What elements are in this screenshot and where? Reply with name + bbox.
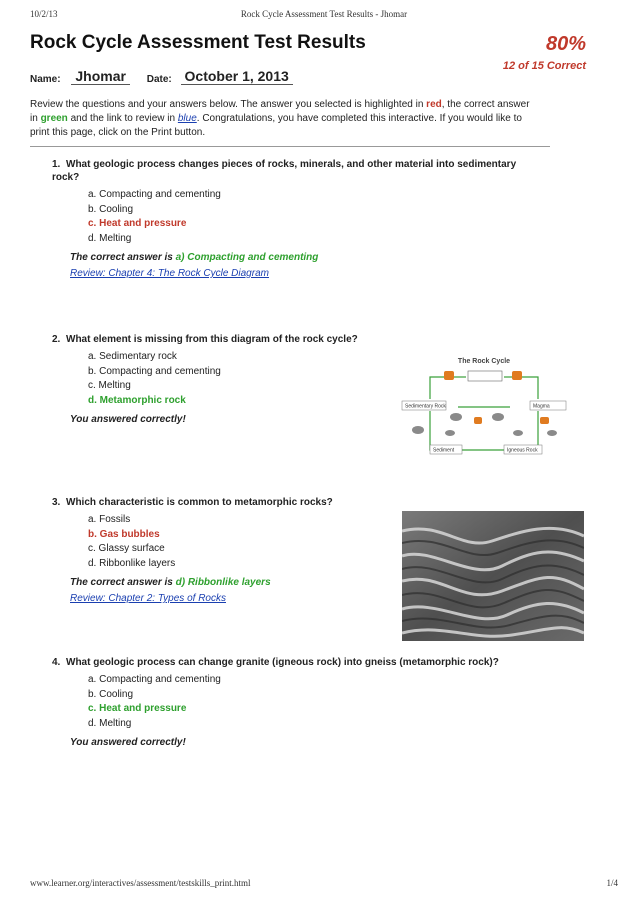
question-4	[52, 656, 532, 748]
option-b: b. Cooling	[88, 688, 134, 700]
print-title: Rock Cycle Assessment Test Results - Jhomar	[240, 9, 408, 19]
question-1	[52, 158, 532, 279]
intro-part: Review the questions and your answers below. The answer you selected is highlighted in	[30, 99, 427, 110]
intro-green-word: green	[40, 113, 68, 124]
option-a: a. Compacting and cementing	[88, 189, 221, 200]
gneiss-rock-photo	[402, 511, 584, 641]
option-d: d. Melting	[88, 232, 132, 244]
feedback-prefix: The correct answer is	[70, 577, 176, 588]
intro-text	[30, 98, 530, 140]
option-c: c. Melting	[88, 380, 131, 391]
answer-options	[88, 673, 532, 731]
option-b: b. Cooling	[88, 203, 134, 215]
diagram-label-igneous: Igneous Rock	[507, 447, 538, 454]
intro-red-word: red	[426, 99, 442, 110]
feedback	[70, 252, 532, 263]
option-a: a. Fossils	[88, 514, 131, 525]
question-text	[52, 333, 532, 346]
question-number: 1.	[52, 159, 61, 170]
diagram-label-sedimentary: Sedimentary Rock	[405, 403, 446, 410]
correct-answer: a) Compacting and cementing	[175, 252, 319, 263]
option-d: d. Melting	[88, 717, 132, 729]
review-link[interactable]: Review: Chapter 4: The Rock Cycle Diagram	[70, 268, 269, 279]
question-number: 4.	[52, 657, 61, 668]
score-summary: 12 of 15 Correct	[502, 60, 586, 72]
option-c: c. Glassy surface	[88, 543, 165, 554]
page-url: www.learner.org/interactives/assessment/testskills_print.html	[30, 878, 251, 888]
option-c-selected: c. Heat and pressure	[88, 703, 187, 714]
missing-element-box	[468, 371, 502, 381]
question-prompt: Which characteristic is common to metamorphic rocks?	[66, 497, 333, 508]
diagram-label-sediment: Sediment	[433, 447, 455, 454]
divider	[30, 146, 550, 147]
print-date: 10/2/13	[30, 9, 58, 19]
question-text	[52, 656, 532, 669]
question-number: 3.	[52, 497, 61, 508]
answer-options	[88, 188, 532, 246]
option-b: b. Compacting and cementing	[88, 365, 221, 377]
option-a: a. Sedimentary rock	[88, 351, 177, 362]
option-d: d. Ribbonlike layers	[88, 557, 176, 569]
question-text	[52, 496, 532, 509]
feedback: You answered correctly!	[70, 737, 186, 748]
feedback-prefix: The correct answer is	[70, 252, 176, 263]
date-label: Date:	[146, 74, 172, 85]
diagram-title: The Rock Cycle	[457, 358, 511, 365]
option-c-selected: c. Heat and pressure	[88, 218, 187, 229]
name-label: Name:	[30, 74, 61, 85]
diagram-label-magma: Magma	[533, 403, 550, 410]
rock-cycle-diagram	[400, 355, 568, 465]
question-text	[52, 158, 532, 184]
intro-part: and the link to review in	[67, 113, 178, 124]
name-value: Jhomar	[71, 68, 130, 85]
intro-part: . Congratulations, you have completed this interactive. If you would like to print this page, click on the Print button.	[30, 113, 522, 138]
print-header	[30, 9, 618, 23]
question-prompt: What geologic process can change granite (igneous rock) into gneiss (metamorphic rock)?	[66, 657, 499, 668]
question-prompt: What geologic process changes pieces of rocks, minerals, and other material into sedimentary rock?	[52, 159, 517, 183]
question-prompt: What element is missing from this diagram of the rock cycle?	[66, 334, 358, 345]
date-value: October 1, 2013	[181, 68, 293, 85]
intro-part: , the correct answer in	[30, 99, 530, 124]
question-number: 2.	[52, 334, 61, 345]
page-title: Rock Cycle Assessment Test Results	[30, 32, 366, 53]
option-d-selected: d. Metamorphic rock	[88, 394, 186, 406]
page-number: 1/4	[606, 878, 618, 888]
intro-blue-word: blue	[177, 113, 197, 124]
option-a: a. Compacting and cementing	[88, 674, 221, 685]
student-meta	[30, 68, 293, 85]
review-link[interactable]: Review: Chapter 2: Types of Rocks	[70, 593, 226, 604]
correct-answer: d) Ribbonlike layers	[175, 577, 271, 588]
feedback: You answered correctly!	[70, 414, 186, 425]
option-b-selected: b. Gas bubbles	[88, 528, 160, 540]
score-percent: 80%	[545, 33, 586, 55]
